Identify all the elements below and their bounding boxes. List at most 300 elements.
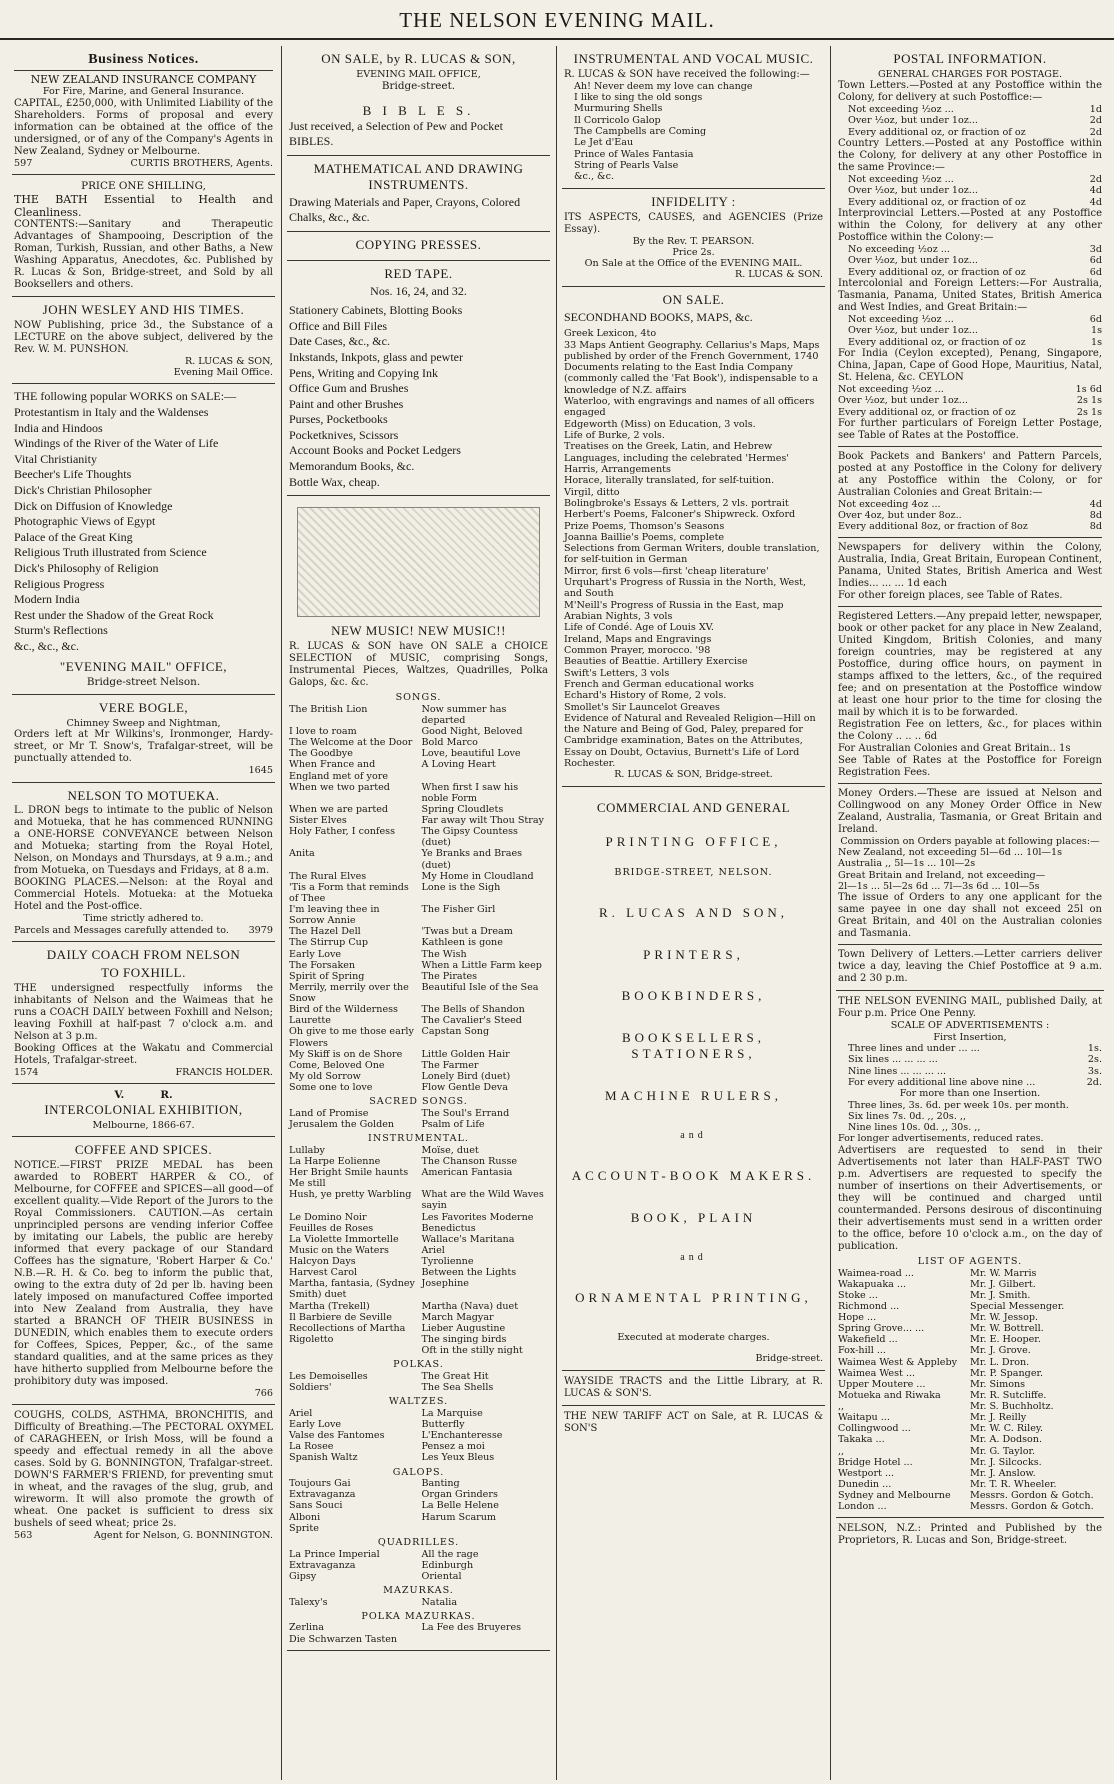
rate-row	[848, 325, 1102, 336]
presses-ad	[287, 232, 550, 261]
song-title: Spring Cloudlets	[421, 803, 504, 815]
postal-news2: For other foreign places, see Table of Rates.	[838, 589, 1063, 601]
more-rates	[838, 1100, 1102, 1134]
column-2	[287, 46, 550, 1780]
agent-cell: ,,	[838, 1445, 845, 1457]
piece-title: La Fee des Bruyeres	[421, 1622, 522, 1634]
printing-t2: PRINTING OFFICE,	[605, 833, 782, 849]
rate-value: 2d.	[1086, 1076, 1102, 1088]
rate-row	[848, 104, 1102, 115]
rate-value: 2s 1s	[1076, 395, 1102, 407]
song-title: My Home in Cloudland	[421, 870, 534, 882]
book-item: Smollet's Sir Launcelot Greaves	[564, 701, 720, 713]
rate-value: 2d	[1089, 174, 1102, 186]
wesley-sig2: Evening Mail Office.	[173, 367, 273, 379]
rate-row	[848, 1066, 1102, 1077]
piece-title: Banting	[421, 1478, 460, 1490]
coach-name: FRANCIS HOLDER.	[175, 1066, 273, 1078]
agent-cell: Dunedin ...	[838, 1478, 892, 1490]
rate-label: Every additional oz, or fraction of oz	[838, 406, 1016, 418]
book-item: 33 Maps Antient Geography. Cellarius's Maps, Maps published by order of the French Government, 1740	[564, 339, 820, 362]
rate-row: Nine lines 10s. 0d. ,, 30s. ,,	[848, 1122, 981, 1134]
piece-title: Harvest Carol	[289, 1267, 358, 1279]
list-item: Memorandum Books, &c.	[289, 459, 415, 474]
music-title: NEW MUSIC! NEW MUSIC!!	[331, 623, 506, 639]
rate-row	[848, 174, 1102, 185]
rate-value: 1s 6d	[1075, 383, 1102, 395]
agent-cell: Richmond ...	[838, 1300, 900, 1312]
bath-line: THE BATH Essential to Health and Cleanliness.	[14, 192, 273, 219]
tariff-ad	[562, 1406, 825, 1440]
ad-number: 563	[14, 1530, 33, 1542]
song-title: The Fisher Girl	[421, 904, 496, 916]
motueka-time: Time strictly adhered to.	[83, 913, 204, 925]
list-item: Inkstands, Inkpots, glass and pewter	[289, 349, 463, 364]
commission-row: New Zealand, not exceeding 5l—6d ... 10l—1s	[838, 847, 1063, 859]
list-item: Le Jet d'Eau	[574, 137, 634, 149]
quadrilles-grid	[289, 1549, 548, 1582]
bogle-title: VERE BOGLE,	[98, 700, 189, 716]
postal-reg-fee: Registration Fee on letters, &c., for places within the Colony .. .. .. 6d	[838, 718, 1102, 742]
rate-value: 1s	[1090, 336, 1102, 348]
bath-body: CONTENTS:—Sanitary and Therapeutic Advantages of Shampooing, Description of the Roman, Turkish, Russian, and other Baths, a New Washing Apparatus, Anecdotes, &c. Published by R. Lucas & Son, Bridge-street, and Sold by all Booksellers and others.	[14, 218, 273, 290]
insurance-sub: For Fire, Marine, and General Insurance.	[42, 86, 245, 98]
rate-value: 4d	[1089, 498, 1102, 510]
rate-row	[838, 384, 1102, 395]
insurance-body: CAPITAL, £250,000, with Unlimited Liability of the Shareholders. Forms of proposal and every information can be obtained at the office of the undersigned, or of any of the Company's Agents in New Zealand, Sydney or Melbourne.	[14, 97, 273, 157]
piece-title	[289, 1345, 416, 1356]
piece-title: Les Favorites Moderne	[421, 1211, 534, 1223]
list-item: Ah! Never deem my love can change	[574, 80, 753, 92]
postal-india: For India (Ceylon excepted), Penang, Singapore, China, Japan, Cape of Good Hope, Mauritius, Natal, St. Helena, &c. CEYLON	[838, 347, 1102, 383]
list-item: Beecher's Life Thoughts	[14, 467, 132, 482]
list-item: Account Books and Pocket Ledgers	[289, 443, 461, 458]
coffee-ad	[12, 1137, 275, 1405]
agent-cell: Mr. W. Bottrell.	[970, 1323, 1044, 1335]
piece-title: Recollections of Martha	[289, 1322, 406, 1334]
rate-row	[848, 185, 1102, 196]
polkas-heading: POLKAS.	[393, 1359, 444, 1371]
rate-label: Over ½oz, but under 1oz...	[848, 255, 978, 267]
song-title: Kathleen is gone	[421, 937, 503, 949]
rate-value: 1s	[1090, 325, 1102, 337]
insurance-ad	[12, 46, 275, 175]
agent-cell: Mr. J. Gilbert.	[970, 1278, 1036, 1290]
paper-scale: SCALE OF ADVERTISEMENTS :	[890, 1020, 1050, 1032]
piece-title: Hush, ye pretty Warbling	[289, 1189, 412, 1201]
infidelity-sale: On Sale at the Office of the EVENING MAIL.	[584, 258, 803, 270]
piece-title: American Fantasia	[421, 1167, 513, 1179]
agent-cell: Mr. J. Silcocks.	[970, 1456, 1042, 1468]
music-ad	[287, 496, 550, 1650]
list-item: Office Gum and Brushes	[289, 381, 409, 396]
song-title: The Gipsy Countess (duet)	[421, 826, 518, 849]
ad-number: 597	[14, 157, 33, 169]
rate-row	[838, 499, 1102, 510]
piece-title: Rigoletto	[289, 1333, 334, 1345]
song-title: When first I saw his noble Form	[421, 781, 519, 804]
rate-value: 3d	[1089, 244, 1102, 256]
agent-cell: London ...	[838, 1501, 887, 1513]
presses-title: COPYING PRESSES.	[355, 236, 482, 252]
printing-line: ACCOUNT-BOOK MAKERS.	[571, 1168, 816, 1184]
rate-label: Over ½oz, but under 1oz...	[848, 185, 978, 197]
piece-title: Moïse, duet	[421, 1144, 479, 1156]
list-item: Vital Christianity	[14, 451, 97, 466]
agent-cell: Mr. P. Spanger.	[970, 1367, 1044, 1379]
printing-line: and	[680, 1251, 707, 1263]
song-title: Laurette	[289, 1015, 331, 1027]
waltzes-heading: WALTZES.	[388, 1396, 449, 1408]
song-title: The Soul's Errand	[421, 1107, 510, 1119]
lucas-title: ON SALE, by R. LUCAS & SON,	[321, 51, 516, 66]
rate-row	[848, 127, 1102, 138]
works-office: "EVENING MAIL" OFFICE,	[59, 658, 228, 674]
list-item: Il Corricolo Galop	[574, 114, 661, 126]
song-title: Far away wilt Thou Stray	[421, 815, 544, 827]
rate-row	[848, 337, 1102, 348]
postal-gen: GENERAL CHARGES FOR POSTAGE.	[878, 68, 1062, 80]
piece-title: Wallace's Maritana	[421, 1233, 515, 1245]
exhibition-title: INTERCOLONIAL EXHIBITION,	[44, 1101, 243, 1117]
coach-ad	[12, 942, 275, 1084]
imprint	[836, 1518, 1104, 1552]
postal-money: Money Orders.—These are issued at Nelson and Collingwood on any Money Order Office in New Zealand, Australia, Tasmania, or Great Britain and Ireland.	[838, 787, 1102, 835]
book-item: Harris, Arrangements	[564, 463, 671, 475]
rate-row	[848, 314, 1102, 325]
postal-reg-fee2: For Australian Colonies and Great Britain.. 1s	[838, 742, 1071, 754]
math-ad	[287, 156, 550, 232]
list-item: Religious Progress	[14, 576, 105, 591]
rate-value: 8d	[1089, 521, 1102, 533]
galops-grid	[289, 1478, 548, 1534]
agent-cell: ,,	[838, 1401, 845, 1412]
rate-value: 3s.	[1087, 1065, 1102, 1077]
book-item: Life of Burke, 2 vols.	[564, 430, 665, 442]
piece-title: Between the Lights	[421, 1267, 517, 1279]
bath-ad	[12, 175, 275, 297]
rate-value: 8d	[1089, 510, 1102, 522]
song-title: Early Love	[289, 948, 342, 960]
onsale-title: ON SALE.	[662, 291, 725, 307]
piece-title: Talexy's	[289, 1596, 328, 1608]
agent-cell: Mr. W. Jessop.	[970, 1312, 1039, 1323]
list-item: Pens, Writing and Copying Ink	[289, 365, 438, 380]
piece-title: The Sea Shells	[421, 1382, 494, 1394]
coffee-body: NOTICE.—FIRST PRIZE MEDAL has been awarded to ROBERT HARPER & CO., of Melbourne, for COFFEE and SPICES—all good—of excellent quality.—Vide Report of the Jurors to the Royal Commissioners. CAUTION.—As certain unprincipled persons are vending inferior Coffee by imitating our Labels, the public are hereby informed that every package of our Standard Coffees has the signature, 'Robert Harper & Co.' N.B.—R. H. & Co. beg to inform the public that, owing to the extra duty of 2d per lb. having been lately imposed on manufactured Coffee imported into New Zealand from Australia, they have started a BRANCH OF THEIR BUSINESS in DUNEDIN, which enables them to execute orders for Coffees, Spices, Pepper, &c., of the same standard qualities, and at the same prices as they have hitherto supplied from Melbourne before the prohibitory duty was imposed.	[14, 1159, 273, 1387]
song-title: Little Golden Hair	[421, 1048, 510, 1060]
piece-title: Lieber Augustine	[421, 1322, 506, 1334]
piece-title	[422, 1523, 549, 1534]
agent-cell: Mr. S. Buchholtz.	[970, 1401, 1054, 1412]
ad-number: 1645	[248, 765, 273, 777]
song-title: Bird of the Wilderness	[289, 1004, 398, 1016]
column-3	[562, 46, 825, 1780]
song-title: Capstan Song	[421, 1026, 490, 1038]
works-street: Bridge-street Nelson.	[86, 676, 201, 689]
tape-list	[289, 303, 548, 490]
agent-cell: Mr. J. Anslow.	[970, 1467, 1036, 1479]
column-1	[12, 46, 275, 1780]
paper-first: First Insertion,	[933, 1031, 1007, 1043]
tape-nos: Nos. 16, 24, and 32.	[370, 283, 467, 298]
agent-cell: Waimea West & Appleby	[838, 1356, 958, 1368]
commission-rates	[838, 847, 1102, 892]
song-title: Some one to love	[289, 1082, 373, 1094]
list-item: &c., &c.	[574, 171, 615, 183]
piece-title: All the rage	[421, 1548, 479, 1560]
rate-row	[848, 1043, 1102, 1054]
agent-cell: Sydney and Melbourne	[838, 1490, 951, 1501]
rate-label: Over ½oz, but under 1oz...	[848, 325, 978, 337]
list-item: The Campbells are Coming	[574, 126, 707, 138]
wesley-body: NOW Publishing, price 3d., the Substance of a LECTURE on the above subject, delivered by the Rev. W. M. PUNSHON.	[14, 319, 273, 355]
list-item: Dick's Christian Philosopher	[14, 482, 152, 497]
country-rates	[838, 174, 1102, 208]
song-title: Beautiful Isle of the Sea	[421, 981, 539, 993]
rate-label: Every additional 8oz, or fraction of 8oz	[838, 521, 1028, 533]
agent-cell: Mr. L. Dron.	[970, 1356, 1030, 1368]
infidelity-body: ITS ASPECTS, CAUSES, and AGENCIES (Prize Essay).	[564, 211, 823, 235]
song-title: 'Twas but a Dream	[421, 926, 513, 938]
list-item: Prince of Wales Fantasia	[574, 148, 694, 160]
piece-title: La Marquise	[421, 1407, 483, 1419]
postal-news: Newspapers for delivery within the Colony, Australia, India, Great Britain, European Continent, Panama, United States, British America and West Indies... ... ... 1d each	[838, 541, 1102, 589]
agent-cell: Mr. A. Dodson.	[970, 1434, 1043, 1446]
commission-row: Australia ,, 5l—1s ... 10l—2s	[838, 858, 976, 870]
piece-title	[422, 1634, 549, 1645]
bibles-title: B I B L E S.	[362, 102, 475, 118]
book-item: Virgil, ditto	[564, 486, 620, 498]
piece-title: La Harpe Eolienne	[289, 1155, 381, 1167]
postal-book: Book Packets and Bankers' and Pattern Parcels, posted at any Postoffice in the Colony for delivery at any Postoffice within the Colony, or for Australian Colonies and Great Britain:—	[838, 450, 1102, 498]
piece-title: The Chanson Russe	[421, 1155, 518, 1167]
advert-rates	[838, 1043, 1102, 1088]
music-illustration	[297, 507, 540, 617]
motueka-booking: BOOKING PLACES.—Nelson: at the Royal and Commercial Hotels. Motueka: at the Motueka Hotel and the Post-office.	[14, 877, 273, 913]
song-title: The Farmer	[421, 1059, 479, 1071]
list-item: Windings of the River of the Water of Life	[14, 436, 219, 451]
song-title: When a Little Farm keep	[421, 959, 542, 971]
song-title: When we two parted	[289, 781, 390, 793]
agent-cell: Motueka and Riwaka	[838, 1389, 941, 1401]
postal-reg: Registered Letters.—Any prepaid letter, newspaper, book or other packet for any place in New Zealand, United Kingdom, British Colonies, and many foreign countries, may be registered at any Postoffice, during office hours, on payment in stamps affixed to the letters, &c., of the required fee; and on presentation at the Postoffice window at least one hour prior to the time for closing the mail by which it is to be forwarded.	[838, 610, 1102, 718]
music-intro: R. LUCAS & SON have ON SALE a CHOICE SELECTION of MUSIC, comprising Songs, Instrumental Pieces, Waltzes, Quadrilles, Polka Galops, &c. &c.	[289, 641, 548, 689]
wesley-title: JOHN WESLEY AND HIS TIMES.	[42, 301, 245, 317]
coughs-ad	[12, 1405, 275, 1546]
book-item: Selections from German Writers, double translation, for self-tuition in German	[564, 543, 820, 566]
list-item: Paint and other Brushes	[289, 396, 404, 411]
coach-body: THE undersigned respectfully informs the inhabitants of Nelson and the Waimeas that he runs a COACH DAILY between Foxhill and Nelson; leaving Foxhill at half-past 7 o'clock a.m. and Nelson at 3 p.m.	[14, 982, 273, 1042]
piece-title: Butterfly	[421, 1419, 465, 1430]
piece-title: Les Yeux Bleus	[421, 1452, 495, 1464]
book-item: Joanna Baillie's Poems, complete	[564, 531, 725, 543]
masthead: THE NELSON EVENING MAIL.	[0, 0, 1114, 40]
column-rule	[830, 46, 831, 1780]
insurance-title: NEW ZEALAND INSURANCE COMPANY	[30, 73, 257, 87]
rate-row	[848, 1077, 1102, 1088]
rate-value: 2d	[1089, 126, 1102, 138]
agent-cell: Waitapu ...	[838, 1412, 890, 1424]
piece-title: Sans Souci	[289, 1500, 343, 1512]
book-item: French and German educational works	[564, 678, 754, 690]
song-title: Lonely Bird (duet)	[421, 1070, 511, 1082]
piece-title: Ariel	[289, 1407, 313, 1419]
agent-cell: Collingwood ...	[838, 1423, 911, 1435]
exhibition-sub: Melbourne, 1866-67.	[92, 1119, 195, 1131]
tape-ad	[287, 261, 550, 497]
piece-title: Harum Scarum	[421, 1511, 497, 1523]
printing-street: BRIDGE-STREET, NELSON.	[614, 867, 773, 879]
agent-cell: Mr. Simons	[970, 1378, 1026, 1390]
bogle-sub: Chimney Sweep and Nightman,	[66, 717, 221, 729]
agent-cell: Mr. E. Hooper.	[970, 1334, 1041, 1346]
list-item: Photographic Views of Egypt	[14, 514, 156, 529]
rate-label: Not exceeding ½oz ...	[838, 383, 944, 395]
song-title: The Wish	[421, 948, 467, 960]
postal-inter: Interprovincial Letters.—Posted at any Postoffice within the Colony, for delivery at any other Postoffice within the Colony:—	[838, 208, 1102, 244]
paper-longer: For longer advertisements, reduced rates.	[838, 1133, 1044, 1145]
sacred-grid	[289, 1108, 548, 1130]
song-title: The British Lion	[289, 703, 368, 715]
wesley-ad	[12, 297, 275, 384]
postal-reg-see: See Table of Rates at the Postoffice for Foreign Registration Fees.	[838, 754, 1102, 778]
song-title: Sister Elves	[289, 815, 347, 827]
song-title: When we are parted	[289, 803, 389, 815]
printing-line: PRINTERS,	[643, 946, 744, 962]
song-title: The Goodbye	[289, 748, 353, 760]
printing-rates: Executed at moderate charges.	[617, 1331, 770, 1343]
song-title: The Stirrup Cup	[289, 937, 369, 949]
imprint-text: NELSON, N.Z.: Printed and Published by the Proprietors, R. Lucas and Son, Bridge-street.	[838, 1523, 1102, 1547]
piece-title: Feuilles de Roses	[289, 1222, 374, 1234]
book-item: Documents relating to the East India Company (commonly called the 'Fat Book'), indispensable to a knowledge of N.Z. affairs	[564, 362, 818, 396]
onsale-ad	[562, 287, 825, 787]
printing-t1: COMMERCIAL AND GENERAL	[596, 799, 791, 815]
exhibition-ad	[12, 1084, 275, 1137]
song-title: My old Sorrow	[289, 1070, 361, 1082]
lucas-l2: Bridge-street.	[381, 80, 456, 93]
rate-row	[848, 115, 1102, 126]
rate-value: 1d	[1089, 104, 1102, 116]
royal-arms-vr: V. R.	[114, 1089, 173, 1102]
songs-grid	[289, 704, 548, 1093]
agent-cell: Westport ...	[838, 1467, 895, 1479]
works-ad	[12, 384, 275, 695]
agent-cell: Takaka ...	[838, 1434, 885, 1446]
india-rates	[838, 384, 1102, 418]
rate-label: Every additional oz, or fraction of oz	[848, 126, 1026, 138]
song-title: The Forsaken	[289, 959, 356, 971]
agents-heading: LIST OF AGENTS.	[917, 1255, 1023, 1267]
agent-cell: Mr. W. C. Riley.	[970, 1423, 1044, 1435]
piece-title: Spanish Waltz	[289, 1452, 358, 1464]
coach-title2: TO FOXHILL.	[101, 964, 186, 980]
rate-label: Not exceeding ½oz ...	[848, 104, 954, 116]
motueka-ad	[12, 783, 275, 942]
instr-vocal-title: INSTRUMENTAL AND VOCAL MUSIC.	[573, 51, 814, 66]
agent-cell: Mr. J. Reilly	[970, 1412, 1027, 1424]
coughs-agent: Agent for Nelson, G. BONNINGTON.	[93, 1530, 273, 1542]
rate-label: Over ½oz, but under 1oz...	[838, 395, 968, 407]
book-item: Ireland, Maps and Engravings	[564, 633, 712, 645]
song-title: When France and England met of yore	[289, 759, 388, 782]
piece-title: Les Demoiselles	[289, 1370, 368, 1382]
piece-title: Benedictus	[421, 1222, 476, 1234]
song-title: Spirit of Spring	[289, 970, 365, 982]
song-title: Bold Marco	[421, 737, 478, 749]
motueka-body: L. DRON begs to intimate to the public of Nelson and Motueka, that he has commenced RUNNING a ONE-HORSE CONVEYANCE between Nelson and Motueka; starting from the Royal Hotel, Nelson, on Mondays and Thursdays, at 9 a.m.; and from Motueka, on Tuesdays and Fridays, at 8 a.m.	[14, 805, 273, 877]
book-item: Horace, literally translated, for self-tuition.	[564, 475, 775, 487]
piece-title: Valse des Fantomes	[289, 1430, 385, 1442]
math-body: Drawing Materials and Paper, Crayons, Colored Chalks, &c., &c.	[289, 194, 521, 225]
list-item: Dick's Philosophy of Religion	[14, 560, 159, 575]
infidelity-ad	[562, 189, 825, 287]
book-item: M'Neill's Progress of Russia in the East, map	[564, 599, 784, 611]
list-item: India and Hindoos	[14, 420, 103, 435]
rate-row	[848, 267, 1102, 278]
rate-value: 4d	[1089, 185, 1102, 197]
polka-mazurkas-heading: POLKA MAZURKAS.	[361, 1610, 476, 1622]
list-item: Rest under the Shadow of the Great Rock	[14, 607, 214, 622]
postal-country: Country Letters.—Posted at any Postoffice within the Colony, for delivery at any other Postoffice in the same Province:—	[838, 138, 1102, 174]
books-list	[564, 328, 823, 769]
postal-foreign: Intercolonial and Foreign Letters:—For Australia, Tasmania, Panama, United States, British America and West Indies, and Great Britain:—	[838, 277, 1102, 313]
tariff-text: THE NEW TARIFF ACT on Sale, at R. LUCAS & SON'S	[564, 1410, 823, 1434]
list-item: Pocketknives, Scissors	[289, 427, 399, 442]
mazurkas-grid	[289, 1597, 548, 1608]
song-title: 'Tis a Form that reminds of Thee	[289, 881, 409, 904]
book-item: Common Prayer, morocco. '98	[564, 644, 711, 656]
town-rates	[838, 104, 1102, 138]
postal-town: Town Letters.—Posted at any Postoffice within the Colony, for delivery at such Postoffice:—	[838, 80, 1102, 104]
rate-row	[838, 510, 1102, 521]
coach-booking: Booking Offices at the Wakatu and Commercial Hotels, Trafalgar-street.	[14, 1042, 273, 1066]
list-item: I like to sing the old songs	[574, 92, 703, 104]
printing-sig: Bridge-street.	[755, 1353, 823, 1365]
coach-title: DAILY COACH FROM NELSON	[46, 947, 241, 963]
agent-cell: Fox-hill ...	[838, 1345, 886, 1357]
piece-title: Organ Grinders	[421, 1489, 498, 1501]
rate-label: For every additional line above nine ...	[848, 1076, 1036, 1088]
ad-number: 1574	[14, 1066, 39, 1078]
infidelity-sig: R. LUCAS & SON.	[734, 269, 823, 281]
song-title: Flow Gentle Deva	[421, 1082, 508, 1094]
rate-row	[848, 197, 1102, 208]
paper-intro: THE NELSON EVENING MAIL, published Daily, at Four p.m. Price One Penny.	[838, 996, 1102, 1020]
printing-line: MACHINE RULERS,	[604, 1088, 782, 1104]
bogle-body: Orders left at Mr Wilkins's, Ironmonger, Hardy-street, or Mr T. Snow's, Trafalgar-street, will be punctually attended to.	[14, 729, 273, 765]
works-intro: THE following popular WORKS on SALE:—	[14, 389, 237, 404]
list-item: Religious Truth illustrated from Science	[14, 545, 207, 560]
printing-line: BOOKBINDERS,	[621, 988, 766, 1004]
galops-heading: GALOPS.	[392, 1466, 445, 1478]
works-list	[14, 405, 273, 655]
coffee-title: COFFEE AND SPICES.	[74, 1141, 213, 1157]
rate-value: 2d	[1089, 115, 1102, 127]
song-title: The Bells of Shandon	[421, 1004, 525, 1016]
song-title: My Skiff is on de Shore	[289, 1048, 403, 1060]
commission-row: 2l—1s ... 5l—2s 6d ... 7l—3s 6d ... 10l—5s	[838, 881, 1040, 893]
rate-value: 6d	[1089, 255, 1102, 267]
agent-cell: Special Messenger.	[970, 1300, 1065, 1312]
inter-rates	[838, 244, 1102, 278]
piece-title: The singing birds	[421, 1333, 507, 1345]
piece-title: La Prince Imperial	[289, 1548, 380, 1560]
rate-row: Three lines, 3s. 6d. per week 10s. per month.	[848, 1099, 1069, 1111]
piece-title: Early Love	[289, 1419, 342, 1430]
column-rule	[281, 46, 282, 1780]
